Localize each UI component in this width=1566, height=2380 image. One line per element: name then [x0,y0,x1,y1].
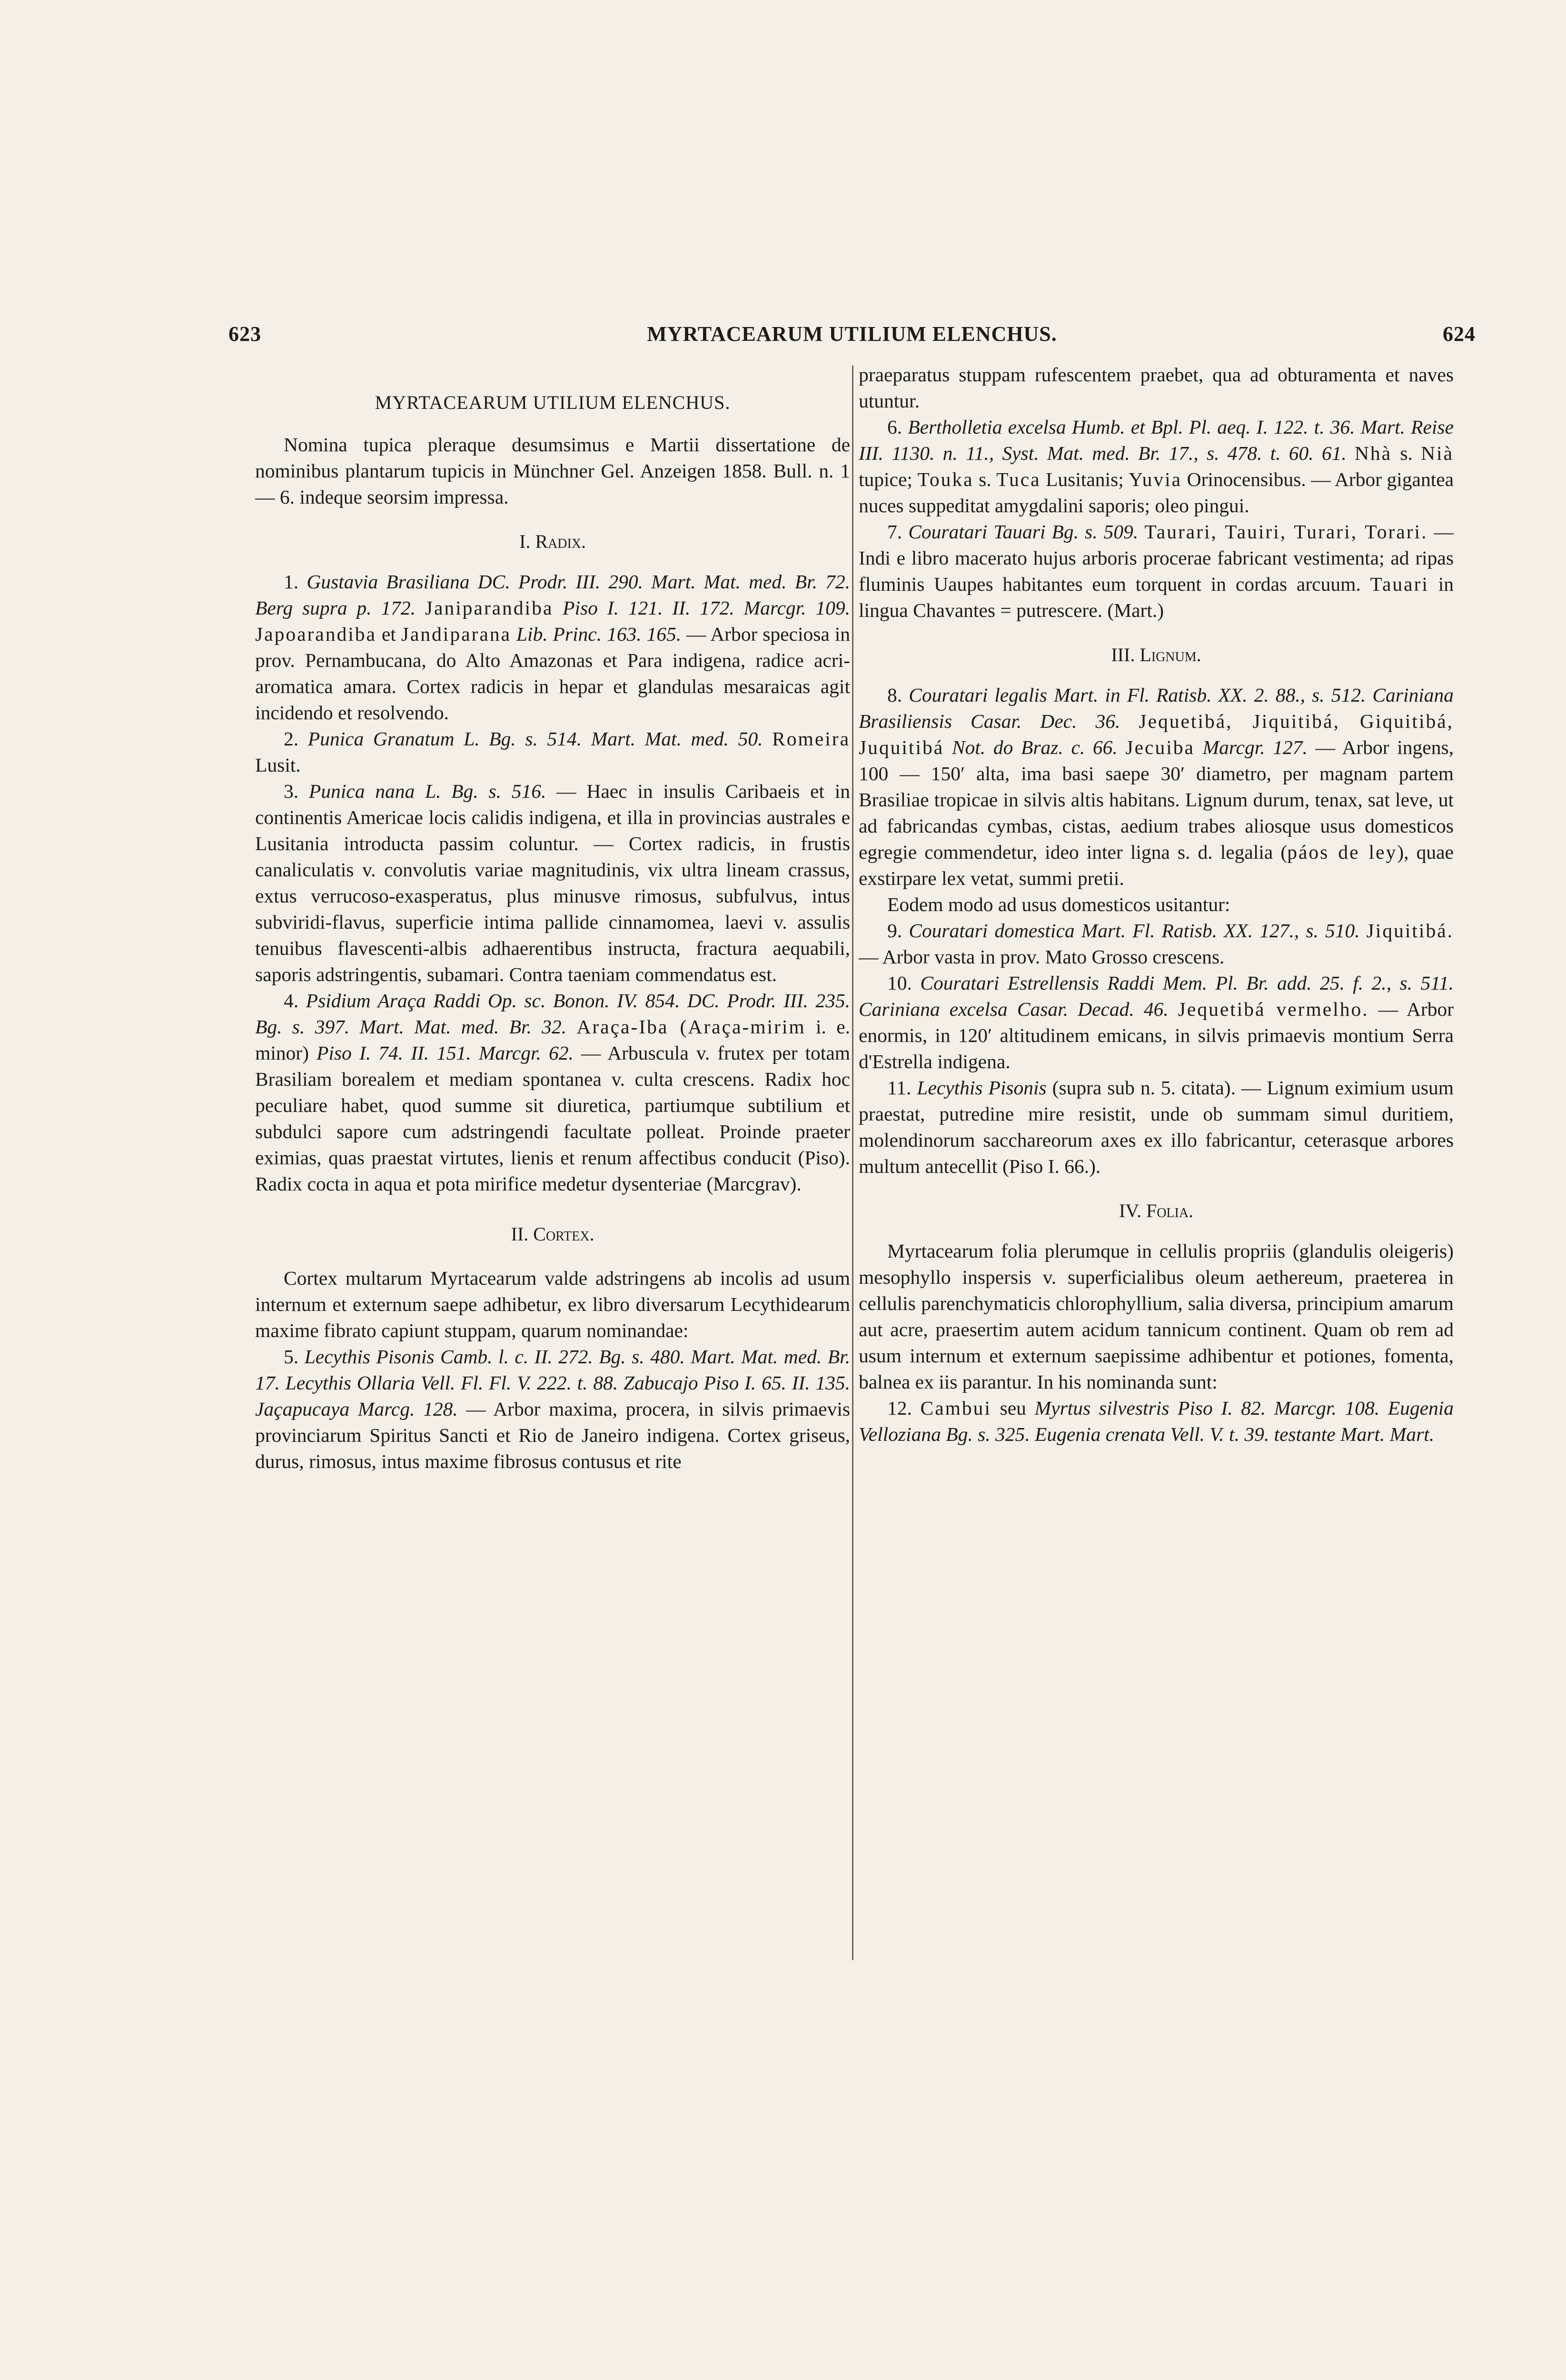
entry-text: — Arbor enormis, in 120′ altitudinem emicans, in silvis primaevis montium Serra d'Estrella indigena. [859,998,1454,1072]
vernacular-name: Jiquitibá. [1366,920,1454,942]
column-divider [852,366,853,1960]
vernacular-name: páos de ley [1287,841,1398,863]
left-column [255,362,850,1475]
entry-1 [255,569,850,726]
entry-5 [255,1344,850,1475]
entry-text: — Arbor speciosa in prov. Pernambucana, do Alto Amazonas et Para indigena, radice acri-aromatica amara. Cortex radicis in hepar et glandulas mesaraicas agit incidendo et resolvendo. [255,623,851,724]
entry-12 [859,1395,1454,1448]
vernacular-name: Tauari [1370,573,1429,595]
vernacular-name: Jequetibá, Jiquitibá, Giquitibá, Juquitibá [859,710,1454,758]
entry-6 [859,414,1454,519]
entry-text: (supra sub n. 5. citata). — Lignum eximium usum praestat, putredine mire resistit, unde ob summam simul duritiem, molendinorum sacchareorum axes ex illo fabricantur, ceterasque arbores multum antecellit (Piso I. 66.). [859,1077,1454,1177]
entry-text: in lingua Chavantes = putrescere. (Mart.) [859,573,1454,621]
page-number-right: 624 [1443,322,1476,346]
entry-7 [859,519,1454,624]
entry-name: Lecythis Pisonis Camb. l. c. II. 272. Bg. s. 480. Mart. Mat. med. Br. 17. Lecythis Ollaria Vell. Fl. Fl. V. 222. t. 88. Zabucajo Piso I. 65. II. 135. Jaçapucaya Marcg. 128. [255,1346,851,1420]
entry-text: tupice; [859,468,912,490]
entry-ref: Not. do Braz. c. 66. [951,736,1118,758]
vernacular-name: Nià [1421,442,1454,464]
vernacular-name: Jandiparana [401,623,511,645]
entry-8 [859,682,1454,892]
entry-text: s. [979,468,991,490]
heading-radix: I. Radix. [519,531,586,552]
entry-text: Lusitanis; [1046,468,1124,490]
entry-3 [255,778,850,988]
entry-ref: Lib. Princ. 163. 165. [516,623,682,645]
entry-ref: Marcgr. 127. [1202,736,1308,758]
entry-text: — Arbor vasta in prov. Mato Grosso crescens. [859,946,1225,968]
entry-number: 5. [284,1346,299,1368]
entry-text: — Haec in insulis Caribaeis et in continentis Americae locis calidis indigena, et illa in provincias australes e Lusitania introducta passim coluntur. — Cortex radicis, in frustis canaliculatis v. convolutis variae magnitudinis, vix ultra lineam crassus, extus verrucoso-exasperatus, plus minusve rimosus, subfulvus, intus subviridi-flavus, superficie intima pallide cinnamomea, laevi v. assulis tenuibus flavescenti-albis adhaerentibus instructa, fractura aequabili, saporis adstringentis, subamari. Contra taeniam commendatus est. [255,780,850,985]
running-title: MYRTACEARUM UTILIUM ELENCHUS. [647,322,1057,346]
heading-cortex: II. Cortex. [511,1223,595,1245]
entry-11 [859,1075,1454,1180]
entry-number: 11. [887,1077,912,1099]
entry-number: 3. [284,780,299,802]
entry-name: Myrtus silvestris Piso I. 82. Marcgr. 108. Eugenia Velloziana Bg. s. 325. Eugenia crenata Vell. V. t. 39. testante Mart. Mart. [859,1397,1454,1445]
vernacular-name: Cambui [920,1397,991,1419]
cortex-intro: Cortex multarum Myrtacearum valde adstringens ab incolis ad usum internum et externum saepe adhibetur, ex libro diversarum Lecythidearum maxime fibrato capiunt stuppam, quarum nominandae: [255,1267,850,1341]
entry-name: Gustavia Brasiliana DC. Prodr. III. 290. Mart. Mat. med. Br. 72. Berg supra p. 172. [255,571,850,619]
vernacular-name: Janiparandiba [425,597,554,619]
heading-lignum: III. Lignum. [1111,644,1201,665]
entry-name: Punica Granatum L. Bg. s. 514. Mart. Mat. med. 50. [307,728,763,750]
entry-4 [255,988,850,1197]
entry-number: 6. [887,416,902,438]
entry-name: Punica nana L. Bg. s. 516. [308,780,546,802]
entry-name: Couratari Estrellensis Raddi Mem. Pl. Br. add. 25. f. 2., s. 511. Cariniana excelsa Casar. Decad. 46. [859,972,1454,1020]
entry-name: Psidium Araça Raddi Op. sc. Bonon. IV. 854. DC. Prodr. III. 235. Bg. s. 397. Mart. Mat. med. Br. 32. [255,990,850,1038]
vernacular-name: Romeira [772,728,851,750]
entry-text: Orinocensibus. — Arbor gigantea nuces suppeditat amygdalini saporis; oleo pingui. [859,468,1454,516]
vernacular-name: Jecuiba [1125,736,1195,758]
entry-10 [859,970,1454,1075]
entry-number: 4. [284,990,299,1012]
entry-number: 12. [887,1397,912,1419]
entry-name: Bertholletia excelsa Humb. et Bpl. Pl. aeq. I. 122. t. 36. Mart. Reise III. 1130. n. 11., Syst. Mat. med. Br. 17., s. 478. t. 60. 61. [859,416,1454,464]
entry-text: — Arbuscula v. frutex per totam Brasiliam borealem et mediam spontanea v. culta crescens. Radix hoc peculiare habet, quod summe sit diuretica, partiumque subtilium et subdulci sapore cum adstringendi facultate polleat. Proinde praeter eximias, quas praestat virtutes, lienis et renum affectibus conducit (Piso). Radix cocta in aqua et pota mirifice medetur dysenteriae (Marcgrav). [255,1042,851,1195]
entry-name: Couratari Tauari Bg. s. 509. [908,521,1139,543]
vernacular-name: Araça-Iba (Araça-mirim [576,1016,806,1038]
right-column [859,362,1454,1448]
vernacular-name: Japoarandiba [255,623,377,645]
entry-number: 1. [284,571,299,593]
entry-number: 7. [887,521,902,543]
entry-number: 2. [284,728,299,750]
vernacular-name: Taurari, Tauiri, Turari, Torari. [1144,521,1428,543]
heading-folia: IV. Folia. [1119,1200,1194,1221]
section-title: MYRTACEARUM UTILIUM ELENCHUS. [375,392,731,413]
entry-text: s. [1400,442,1413,464]
entry-ref: Piso I. 74. II. 151. Marcgr. 62. [317,1042,574,1064]
entry-text: et [381,623,396,645]
vernacular-name: Touka [917,468,974,490]
continued-text: praeparatus stuppam rufescentem praebet, qua ad obturamenta et naves utuntur. [859,364,1454,412]
entry-ref: Piso I. 121. II. 172. Marcgr. 109. [563,597,851,619]
vernacular-name: Yuvia [1129,468,1182,490]
intro-paragraph: Nomina tupica pleraque desumsimus e Martii dissertatione de nominibus plantarum tupicis in Münchner Gel. Anzeigen 1858. Bull. n. 1 — 6. indeque seorsim impressa. [255,434,850,508]
entry-number: 8. [887,684,902,706]
entry-text: — Indi e libro macerato hujus arboris procerae fabricant vestimenta; ad ripas fluminis Uaupes habitantes eum torquent in cordas arcuum. [859,521,1454,595]
entry-text: ), quae exstirpare lex vetat, summi pretii. [859,841,1454,889]
entry-name: Lecythis Pisonis [917,1077,1047,1099]
entry-text: seu [1000,1397,1026,1419]
vernacular-name: Tuca [996,468,1041,490]
entry-text: i. e. minor) [255,1016,850,1064]
vernacular-name: Jequetibá vermelho. [1178,998,1369,1020]
page-number-left: 623 [228,322,261,346]
entry-text: — Arbor maxima, procera, in silvis primaevis provinciarum Spiritus Sancti et Rio de Janeiro indigena. Cortex griseus, durus, rimosus, intus maxime fibrosus contusus et rite [255,1398,851,1472]
entry-9 [859,918,1454,970]
entry-2 [255,726,850,778]
entry-text: Lusit. [255,754,301,776]
entry-number: 10. [887,972,912,994]
entry-text: — Arbor ingens, 100 — 150′ alta, ima basi saepe 30′ diametro, per magnam partem Brasiliae tropicae in silvis altis habitans. Lignum durum, tenax, sat leve, ut ad fabricandas cymbas, cistas, aedium trabes aliosque usus domesticos egregie commendetur, ideo inter ligna s. d. legalia ( [859,736,1454,863]
entry-number: 9. [887,920,902,942]
running-head [228,322,1476,360]
folia-intro: Myrtacearum folia plerumque in cellulis propriis (glandulis oleigeris) mesophyllo inspersis v. superficialibus oleum aethereum, praeterea in cellulis parenchymaticis chlorophyllium, salia diversa, principium amarum aut acre, praesertim autem acidum tannicum continent. Quam ob rem ad usum internum et externum saepissime adhibentur et potiones, fomenta, balnea ex iis parantur. In his nominanda sunt: [859,1240,1454,1393]
entry-name: Couratari domestica Mart. Fl. Ratisb. XX. 127., s. 510. [909,920,1360,942]
entry-name: Couratari legalis Mart. in Fl. Ratisb. XX. 2. 88., s. 512. Cariniana Brasiliensis Casar. Dec. 36. [859,684,1454,732]
eodem-line: Eodem modo ad usus domesticos usitantur: [887,893,1230,915]
vernacular-name: Nhà [1354,442,1392,464]
